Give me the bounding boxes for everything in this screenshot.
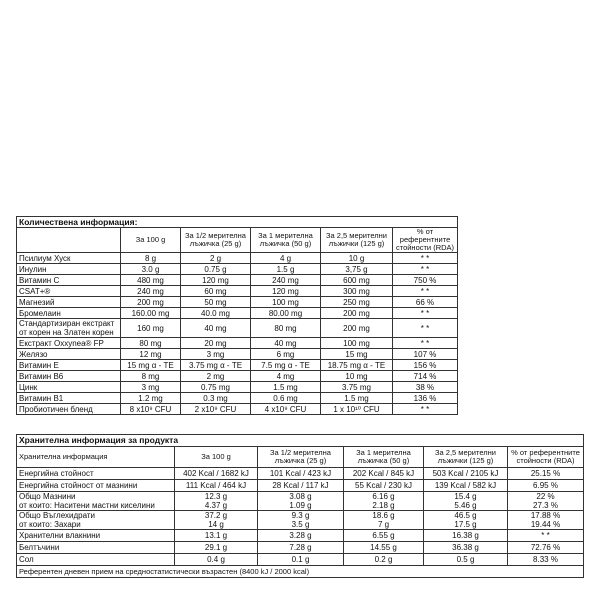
table-row <box>17 360 458 371</box>
row-label: Общо Въглехидрати от които: Захари <box>17 511 175 530</box>
row-value: 1 x 10¹⁰ CFU <box>321 404 393 415</box>
row-value: 72.76 % <box>508 542 584 554</box>
row-label: Витамин Е <box>17 360 121 371</box>
row-value: 15 mg α - TE <box>121 360 181 371</box>
row-value: 240 mg <box>121 286 181 297</box>
row-value: 0.2 g <box>344 554 424 566</box>
row-value: 4 x10⁹ CFU <box>251 404 321 415</box>
row-value: 160 mg <box>121 319 181 338</box>
row-label: Хранителни влакнини <box>17 530 175 542</box>
row-value: * * <box>393 264 458 275</box>
row-value: 3.28 g <box>258 530 344 542</box>
row-value: 4 mg <box>251 371 321 382</box>
row-value: 750 % <box>393 275 458 286</box>
table-title-row <box>17 435 584 447</box>
row-value: 13.1 g <box>175 530 258 542</box>
row-label: Витамин B1 <box>17 393 121 404</box>
quantity-table <box>16 216 458 415</box>
column-header: За 1 мерителна лъжичка (50 g) <box>344 447 424 468</box>
row-label: Общо Мазнини от които: Наситени мастни киселини <box>17 492 175 511</box>
row-value: 28 Kcal / 117 kJ <box>258 480 344 492</box>
row-label: Енергийна стойност от мазнини <box>17 480 175 492</box>
row-value: 1.2 mg <box>121 393 181 404</box>
row-value: 200 mg <box>321 319 393 338</box>
row-value: 200 mg <box>321 308 393 319</box>
row-value: 6.55 g <box>344 530 424 542</box>
table-row <box>17 480 584 492</box>
row-value: 3,75 g <box>321 264 393 275</box>
row-value: 600 mg <box>321 275 393 286</box>
row-value: 29.1 g <box>175 542 258 554</box>
row-label: Инулин <box>17 264 121 275</box>
row-value: 6.95 % <box>508 480 584 492</box>
table-row <box>17 286 458 297</box>
row-value: 8 g <box>121 253 181 264</box>
column-header <box>17 228 121 253</box>
column-header: За 2,5 мерителни лъжички (125 g) <box>424 447 508 468</box>
table-row <box>17 371 458 382</box>
row-value: 0.75 g <box>181 264 251 275</box>
row-value: 36.38 g <box>424 542 508 554</box>
row-label: Цинк <box>17 382 121 393</box>
row-value: * * <box>393 338 458 349</box>
row-value: 46.5 g 17.5 g <box>424 511 508 530</box>
row-value: 156 % <box>393 360 458 371</box>
row-value: 20 mg <box>181 338 251 349</box>
row-value: 18.6 g 7 g <box>344 511 424 530</box>
row-value: 10 mg <box>321 371 393 382</box>
row-value: 3 mg <box>181 349 251 360</box>
row-value: 2 mg <box>181 371 251 382</box>
row-value: 40.0 mg <box>181 308 251 319</box>
row-value: 80.00 mg <box>251 308 321 319</box>
row-value: * * <box>393 308 458 319</box>
table-row <box>17 530 584 542</box>
row-value: 3 mg <box>121 382 181 393</box>
row-value: 3.75 mg <box>321 382 393 393</box>
row-value: 120 mg <box>181 275 251 286</box>
table-row <box>17 468 584 480</box>
row-value: 8 x10⁹ CFU <box>121 404 181 415</box>
row-value: 8.33 % <box>508 554 584 566</box>
table-row <box>17 542 584 554</box>
row-value: 17.88 % 19.44 % <box>508 511 584 530</box>
table-title: Хранителна информация за продукта <box>17 435 584 447</box>
row-value: 240 mg <box>251 275 321 286</box>
row-value: 15 mg <box>321 349 393 360</box>
footer-row <box>17 566 584 578</box>
row-label: Витамин B6 <box>17 371 121 382</box>
column-header: % от референтните стойности (RDA) <box>393 228 458 253</box>
row-label: Пробиотичен бленд <box>17 404 121 415</box>
row-value: 111 Kcal / 464 kJ <box>175 480 258 492</box>
row-value: 10 g <box>321 253 393 264</box>
row-value: 7.28 g <box>258 542 344 554</box>
column-header: За 100 g <box>121 228 181 253</box>
row-value: 22 % 27.3 % <box>508 492 584 511</box>
row-value: 37.2 g 14 g <box>175 511 258 530</box>
row-value: 250 mg <box>321 297 393 308</box>
row-value: 16.38 g <box>424 530 508 542</box>
table-row <box>17 492 584 511</box>
row-value: 101 Kcal / 423 kJ <box>258 468 344 480</box>
row-value: * * <box>393 404 458 415</box>
row-label: Псилиум Хуск <box>17 253 121 264</box>
row-label: Желязо <box>17 349 121 360</box>
table-row <box>17 253 458 264</box>
row-value: 402 Kcal / 1682 kJ <box>175 468 258 480</box>
row-value: 0.4 g <box>175 554 258 566</box>
row-value: 3.0 g <box>121 264 181 275</box>
row-value: 503 Kcal / 2105 kJ <box>424 468 508 480</box>
row-value: 66 % <box>393 297 458 308</box>
row-value: 139 Kcal / 582 kJ <box>424 480 508 492</box>
row-value: 100 mg <box>251 297 321 308</box>
table-row <box>17 393 458 404</box>
column-header: % от референтните стойности (RDA) <box>508 447 584 468</box>
row-label: Бромелаин <box>17 308 121 319</box>
table-row <box>17 554 584 566</box>
table-row <box>17 404 458 415</box>
row-value: 6.16 g 2.18 g <box>344 492 424 511</box>
row-value: 40 mg <box>251 338 321 349</box>
row-value: 0.1 g <box>258 554 344 566</box>
row-value: 2 x10⁹ CFU <box>181 404 251 415</box>
table-row <box>17 264 458 275</box>
row-value: 50 mg <box>181 297 251 308</box>
column-header: За 1/2 мерителна лъжичка (25 g) <box>181 228 251 253</box>
row-value: 9.3 g 3.5 g <box>258 511 344 530</box>
row-value: 18.75 mg α - TE <box>321 360 393 371</box>
row-value: 25.15 % <box>508 468 584 480</box>
row-value: 80 mg <box>121 338 181 349</box>
row-value: 1.5 mg <box>251 382 321 393</box>
row-value: 15.4 g 5.46 g <box>424 492 508 511</box>
table-title-row <box>17 217 458 228</box>
row-value: 7.5 mg α - TE <box>251 360 321 371</box>
table-row <box>17 349 458 360</box>
row-value: 480 mg <box>121 275 181 286</box>
table-row <box>17 319 458 338</box>
row-value: 60 mg <box>181 286 251 297</box>
row-value: 12.3 g 4.37 g <box>175 492 258 511</box>
row-label: Магнезий <box>17 297 121 308</box>
rda-footnote: Референтен дневен прием на средностатистически възрастен (8400 kJ / 2000 kcal) <box>17 566 584 578</box>
row-value: 14.55 g <box>344 542 424 554</box>
row-value: 1.5 g <box>251 264 321 275</box>
row-value: 0.6 mg <box>251 393 321 404</box>
row-value: 2 g <box>181 253 251 264</box>
row-value: 0.75 mg <box>181 382 251 393</box>
row-label: Енергийна стойност <box>17 468 175 480</box>
row-value: 12 mg <box>121 349 181 360</box>
row-value: 120 mg <box>251 286 321 297</box>
table-row <box>17 511 584 530</box>
column-header: За 1 мерителна лъжичка (50 g) <box>251 228 321 253</box>
row-value: 3.75 mg α - TE <box>181 360 251 371</box>
row-value: 714 % <box>393 371 458 382</box>
row-value: 3.08 g 1.09 g <box>258 492 344 511</box>
column-header: За 2,5 мерителни лъжички (125 g) <box>321 228 393 253</box>
row-value: * * <box>393 319 458 338</box>
column-header-row <box>17 228 458 253</box>
row-value: 100 mg <box>321 338 393 349</box>
row-value: 300 mg <box>321 286 393 297</box>
table-row <box>17 275 458 286</box>
row-value: 40 mg <box>181 319 251 338</box>
table-row <box>17 338 458 349</box>
row-value: 6 mg <box>251 349 321 360</box>
row-label: Стандартизиран екстракт от корен на Златен корен <box>17 319 121 338</box>
row-value: 1.5 mg <box>321 393 393 404</box>
row-label: CSAT+® <box>17 286 121 297</box>
row-value: 160.00 mg <box>121 308 181 319</box>
row-value: * * <box>508 530 584 542</box>
column-header: За 1/2 мерителна лъжичка (25 g) <box>258 447 344 468</box>
table-row <box>17 297 458 308</box>
row-value: 202 Kcal / 845 kJ <box>344 468 424 480</box>
row-value: 4 g <box>251 253 321 264</box>
table-title: Количествена информация: <box>17 217 458 228</box>
row-value: 38 % <box>393 382 458 393</box>
table-row <box>17 382 458 393</box>
row-label: Екстракт Oxxynea® FP <box>17 338 121 349</box>
row-value: 136 % <box>393 393 458 404</box>
row-value: * * <box>393 286 458 297</box>
row-value: 200 mg <box>121 297 181 308</box>
table-row <box>17 308 458 319</box>
row-value: * * <box>393 253 458 264</box>
row-label: Белтъчини <box>17 542 175 554</box>
row-value: 0.5 g <box>424 554 508 566</box>
row-label: Сол <box>17 554 175 566</box>
row-value: 55 Kcal / 230 kJ <box>344 480 424 492</box>
row-value: 80 mg <box>251 319 321 338</box>
column-header: За 100 g <box>175 447 258 468</box>
row-value: 107 % <box>393 349 458 360</box>
row-value: 0.3 mg <box>181 393 251 404</box>
row-value: 8 mg <box>121 371 181 382</box>
column-header: Хранителна информация <box>17 447 175 468</box>
nutrition-table <box>16 434 584 578</box>
column-header-row <box>17 447 584 468</box>
row-label: Витамин С <box>17 275 121 286</box>
